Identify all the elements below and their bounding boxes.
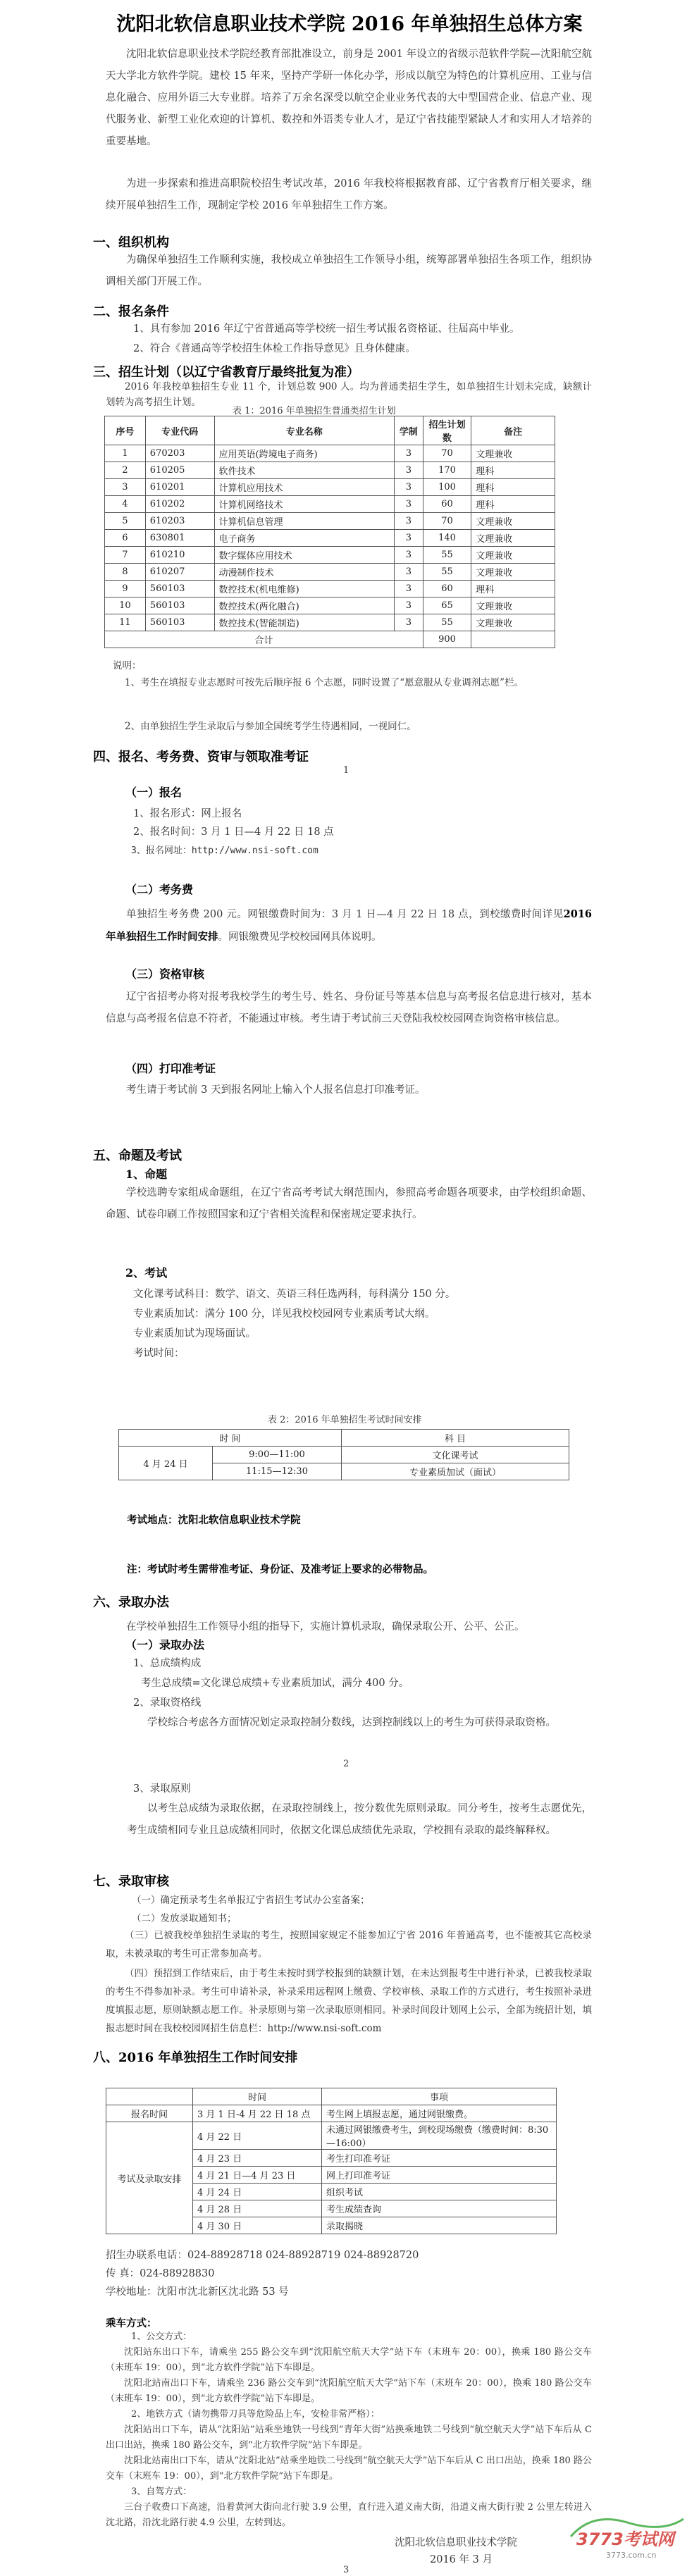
subsection-exam-heading: 2、考试	[125, 1266, 168, 1280]
document-title: 沈阳北软信息职业技术学院 2016 年单独招生总体方案	[116, 13, 583, 35]
transport-item: 沈阳北站南出口下车，请从“沈阳北站”站乘坐地铁二号线到“航空航天大学”站下车后从 C 出口出站，换乘 180 路公交车（末班车 19：00），到“北方软件学院”站下车即是。	[106, 2456, 592, 2482]
table-cell: 文理兼收	[471, 597, 555, 614]
table-cell: 55	[423, 547, 471, 564]
table-cell: 理科	[471, 496, 555, 513]
table-cell: 3	[394, 614, 423, 631]
table-cell: 4 月 28 日	[193, 2200, 322, 2217]
signature-date: 2016 年 3 月	[430, 2554, 493, 2565]
table-row	[105, 530, 555, 547]
table-cell: 610205	[145, 462, 214, 479]
table-1-caption: 表 1：2016 年单独招生普通类招生计划	[233, 406, 396, 416]
contact-fax-number: 024-88928830	[140, 2268, 215, 2279]
subsection-admission-method-heading: （一）录取办法	[125, 1638, 205, 1652]
notes-label: 说明：	[113, 660, 142, 671]
table-cell: 录取揭晓	[322, 2217, 557, 2234]
table-cell: 2	[105, 462, 146, 479]
admission-item: 2、录取资格线	[133, 1697, 202, 1709]
table-cell: 70	[423, 513, 471, 530]
table-header-row	[105, 416, 555, 445]
table-cell: 610207	[145, 564, 214, 581]
table-cell: 5	[105, 513, 146, 530]
section-7-heading: 七、录取审核	[93, 1874, 169, 1889]
enrollment-plan-table	[104, 416, 555, 648]
section-4-heading: 四、报名、考务费、资审与领取准考证	[93, 750, 309, 764]
admission-ticket-text: 考生请于考试前 3 天到报名网址上输入个人报名信息打印准考证。	[126, 1084, 426, 1096]
table-header-cell: 序号	[105, 416, 146, 445]
table-header-cell: 科 目	[342, 1430, 569, 1447]
table-cell: 组织考试	[322, 2184, 557, 2200]
exam-place: 考试地点：沈阳北软信息职业技术学院	[127, 1514, 301, 1526]
table-row	[105, 479, 555, 496]
section-1-heading: 一、组织机构	[93, 235, 169, 250]
table-header-cell: 备注	[471, 416, 555, 445]
table-cell: 170	[423, 462, 471, 479]
table-cell: 数控技术(两化融合)	[214, 597, 394, 614]
note-1: 1、考生在填报专业志愿时可按先后顺序报 6 个志愿，同时设置了“愿意服从专业调剂志愿”栏。	[125, 677, 524, 688]
table-cell: 3	[394, 445, 423, 462]
admission-item: 考生总成绩=文化课总成绩+专业素质加试，满分 400 分。	[141, 1678, 409, 1689]
table-header-cell: 事项	[322, 2088, 557, 2105]
table-cell: 文理兼收	[471, 547, 555, 564]
table-row	[105, 547, 555, 564]
section-3-heading: 三、招生计划（以辽宁省教育厅最终批复为准）	[93, 365, 359, 380]
proposition-text: 学校选聘专家组成命题组，在辽宁省高考考试大纲范围内，参照高考命题各项要求，由学校组织命题、命题、试卷印刷工作按照国家和辽宁省相关流程和保密规定要求执行。	[106, 1187, 592, 1220]
table-cell: 理科	[471, 479, 555, 496]
contact-address-label: 学校地址：	[106, 2286, 157, 2298]
section-8-heading: 八、2016 年单独招生工作时间安排	[93, 2050, 298, 2065]
table-row	[105, 614, 555, 631]
table-header-cell	[106, 2088, 193, 2105]
registration-url[interactable]: 3、报名网址：http://www.nsi-soft.com	[131, 846, 318, 856]
page-number: 1	[343, 765, 350, 776]
table-2-caption: 表 2：2016 年单独招生考试时间安排	[268, 1415, 422, 1425]
table-cell: 未通过网银缴费考生，到校现场缴费（缴费时间：8:30—16:00）	[322, 2122, 557, 2150]
registration-item: 1、报名形式：网上报名	[133, 808, 242, 819]
table-cell: 6	[105, 530, 146, 547]
table-header-cell: 学制	[394, 416, 423, 445]
page-number: 2	[343, 1759, 350, 1769]
table-row	[105, 462, 555, 479]
transport-item: 沈阳北站南出口下车，请乘坐 236 路公交车到“沈阳航空航天大学”站下车（末班车 20：00），换乘 180 路公交车（末班车 19：00），到“北方软件学院”站下车即是。	[106, 2378, 592, 2404]
contact-address	[106, 2281, 585, 2303]
table-header-cell: 招生计划数	[423, 416, 471, 445]
fee-text-main: 单独招生考务费 200 元。网银缴费时间为：3 月 1 日—4 月 22 日 18 点，到校缴费时间详见	[126, 909, 564, 920]
table-cell: 3	[394, 479, 423, 496]
transport-item: 1、公交方式：	[131, 2332, 192, 2342]
table-row	[105, 581, 555, 597]
table-cell: 11:15—12:30	[213, 1463, 342, 1480]
watermark-logo	[564, 2508, 691, 2565]
table-cell: 560103	[145, 597, 214, 614]
table-cell: 610203	[145, 513, 214, 530]
review-item: （三）已被我校单独招生录取的考生，按照国家规定不能参加辽宁省 2016 年普通高考，也不能被其它高校录取，未被录取的考生可正常参加高考。	[106, 1930, 592, 1959]
table-cell: 软件技术	[214, 462, 394, 479]
admission-item: 1、总成绩构成	[133, 1658, 202, 1669]
table-cell: 文理兼收	[471, 530, 555, 547]
table-cell: 计算机信息管理	[214, 513, 394, 530]
table-row	[105, 445, 555, 462]
table-cell: 9:00—11:00	[213, 1447, 342, 1463]
table-cell: 考生成绩查询	[322, 2200, 557, 2217]
table-cell: 610201	[145, 479, 214, 496]
note-2: 2、由单独招生学生录取后与参加全国统考学生待遇相同，一视同仁。	[125, 721, 416, 732]
table-total-row	[105, 631, 555, 648]
admission-item: 以考生总成绩为录取依据，在录取控制线上，按分数优先原则录取。同分考生，按考生志愿优先，考生成绩相同专业且总成绩相同时，依据文化课总成绩优先录取，学校拥有录取的最终解释权。	[127, 1803, 592, 1836]
table-cell: 4 月 21 日—4 月 23 日	[193, 2167, 322, 2184]
table-header-cell: 专业名称	[214, 416, 394, 445]
table-cell: 计算机网络技术	[214, 496, 394, 513]
table-cell: 文理兼收	[471, 513, 555, 530]
table-cell: 专业素质加试（面试）	[342, 1463, 569, 1480]
table-cell: 3	[394, 496, 423, 513]
section-3-text: 2016 年我校单独招生专业 11 个，计划总数 900 人。均为普通类招生学生，如单独招生计划未完成，缺额计划转为高考招生计划。	[106, 381, 592, 408]
fee-text	[106, 903, 592, 948]
exam-item: 专业素质加试为现场面试。	[133, 1328, 256, 1339]
transport-item: 2、地铁方式（请勿携带刀具等危险品上车，安检非常严格）：	[131, 2409, 380, 2420]
table-row	[105, 597, 555, 614]
table-cell: 数控技术(智能制造)	[214, 614, 394, 631]
table-cell: 55	[423, 614, 471, 631]
section-1-text: 为确保单独招生工作顺利实施，我校成立单独招生工作领导小组，统筹部署单独招生各项工作，组织协调相关部门开展工作。	[106, 254, 592, 287]
table-cell: 3	[394, 564, 423, 581]
work-schedule-table	[106, 2088, 557, 2234]
section-6-intro: 在学校单独招生工作领导小组的指导下，实施计算机录取，确保录取公开、公平、公正。	[126, 1621, 525, 1633]
table-row	[105, 513, 555, 530]
table-cell: 3 月 1 日-4 月 22 日 18 点	[193, 2105, 322, 2122]
admission-item: 学校综合考虑各方面情况划定录取控制分数线，达到控制线以上的考生为可获得录取资格。	[147, 1717, 556, 1728]
table-cell: 考生网上填报志愿，通过网银缴费。	[322, 2105, 557, 2122]
table-cell: 动漫制作技术	[214, 564, 394, 581]
table-cell: 10	[105, 597, 146, 614]
table-cell: 3	[394, 513, 423, 530]
subsection-registration-heading: （一）报名	[125, 786, 183, 799]
table-cell: 文理兼收	[471, 564, 555, 581]
contact-phone-numbers: 024-88928718 024-88928719 024-88928720	[187, 2250, 419, 2261]
fee-text-tail: 。网银缴费见学校校园网具体说明。	[218, 931, 382, 943]
exam-item: 专业素质加试：满分 100 分，详见我校校园网专业素质考试大纲。	[133, 1308, 435, 1320]
table-cell: 考生打印准考证	[322, 2150, 557, 2167]
exam-note: 注：考试时考生需带准考证、身份证、及准考证上要求的必带物品。	[127, 1563, 433, 1575]
table-cell: 11	[105, 614, 146, 631]
table-cell: 70	[423, 445, 471, 462]
table-cell: 3	[394, 530, 423, 547]
table-cell: 电子商务	[214, 530, 394, 547]
section-2-item-2: 2、符合《普通高等学校招生体检工作指导意见》且身体健康。	[133, 343, 416, 354]
table-cell: 应用英语(跨境电子商务)	[214, 445, 394, 462]
table-cell: 文理兼收	[471, 445, 555, 462]
exam-date-cell: 4 月 24 日	[119, 1447, 213, 1480]
exam-item: 考试时间：	[133, 1348, 185, 1359]
section-2-heading: 二、报名条件	[93, 304, 169, 319]
contact-phone-label: 招生办联系电话：	[106, 2250, 187, 2261]
table-header-cell: 时 间	[119, 1430, 342, 1447]
table-header-cell: 专业代码	[145, 416, 214, 445]
table-cell: 3	[394, 581, 423, 597]
total-label-cell: 合计	[105, 631, 423, 648]
table-cell: 4 月 23 日	[193, 2150, 322, 2167]
table-cell: 4	[105, 496, 146, 513]
review-item: （二）发放录取通知书；	[132, 1913, 237, 1924]
registration-item: 2、报名时间：3 月 1 日—4 月 22 日 18 点	[133, 826, 334, 838]
table-cell: 3	[394, 547, 423, 564]
transport-item: 三台子收费口下高速，沿着黄河大街向北行驶 3.9 公里，直行进入道义南大街，沿道义南大街行驶 2 公里左转进入沈北路，沿沈北路行驶 4.9 公里，左转到达。	[106, 2502, 592, 2528]
table-row	[105, 564, 555, 581]
table-cell: 140	[423, 530, 471, 547]
fee-text-bold: 2016 年单独招生工作时间安排	[106, 908, 592, 943]
table-cell: 4 月 30 日	[193, 2217, 322, 2234]
table-cell: 3	[394, 462, 423, 479]
table-cell: 数字媒体应用技术	[214, 547, 394, 564]
table-cell: 670203	[145, 445, 214, 462]
watermark-logo-icon	[564, 2508, 691, 2565]
table-cell: 4 月 24 日	[193, 2184, 322, 2200]
table-cell: 55	[423, 564, 471, 581]
watermark-text: 3773考试网	[576, 2529, 674, 2549]
table-row	[106, 2105, 557, 2122]
table-row	[119, 1447, 569, 1463]
table-cell: 60	[423, 581, 471, 597]
table-header-row	[119, 1430, 569, 1447]
table-cell: 560103	[145, 581, 214, 597]
table-cell: 560103	[145, 614, 214, 631]
table-cell: 理科	[471, 462, 555, 479]
intro-paragraph-1: 沈阳北软信息职业技术学院经教育部批准设立，前身是 2001 年设立的省级示范软件学院—沈阳航空航天大学北方软件学院。建校 15 年来，坚持产学研一体化办学，形成以航空为特色的计算机应用、工业与信息化融合、应用外语三大专业群。培养了万余名深受以航空企业业务代表的大中型国营企业、信息产业、现代服务业、新型工业化欢迎的计算机、数控和外语类专业人才，是辽宁省技能型紧缺人才和实用人才培养的重要基地。	[106, 49, 592, 147]
page-number: 3	[343, 2565, 350, 2575]
review-text: 辽宁省招考办将对报考我校学生的考生号、姓名、身份证号等基本信息与高考报名信息进行核对，基本信息与高考报名信息不符者，不能通过审核。考生请于考试前三天登陆我校校园网查询资格审核信息。	[106, 991, 592, 1024]
total-value-cell: 900	[423, 631, 471, 648]
transport-item: 沈阳站出口下车，请从“沈阳站”站乘坐地铁一号线到“青年大街”站换乘地铁二号线到“航空航天大学”站下车后从 C 出口出站，换乘 180 路公交车，到“北方软件学院”站下车即是。	[106, 2425, 592, 2451]
subsection-proposition-heading: 1、命题	[125, 1168, 168, 1181]
section-6-heading: 六、录取办法	[93, 1595, 169, 1610]
group-label-cell: 考试及录取安排	[106, 2122, 193, 2234]
transport-heading: 乘车方式：	[106, 2317, 157, 2329]
table-cell: 4 月 22 日	[193, 2122, 322, 2150]
table-cell: 数控技术(机电维修)	[214, 581, 394, 597]
table-cell: 理科	[471, 581, 555, 597]
table-cell: 计算机应用技术	[214, 479, 394, 496]
table-cell: 100	[423, 479, 471, 496]
intro-paragraph-2: 为进一步探索和推进高职院校招生考试改革，2016 年我校将根据教育部、辽宁省教育厅相关要求，继续开展单独招生工作，现制定学校 2016 年单独招生工作方案。	[106, 178, 592, 211]
table-cell: 网上打印准考证	[322, 2167, 557, 2184]
table-cell: 610210	[145, 547, 214, 564]
contact-fax-label: 传 真：	[106, 2268, 140, 2279]
exam-schedule-table	[118, 1429, 569, 1480]
table-cell: 9	[105, 581, 146, 597]
table-cell: 文化课考试	[342, 1447, 569, 1463]
contact-address-value: 沈阳市沈北新区沈北路 53 号	[156, 2286, 289, 2298]
subsection-admission-ticket-heading: （四）打印准考证	[125, 1062, 216, 1075]
table-cell: 文理兼收	[471, 614, 555, 631]
review-item: （一）确定预录考生名单报辽宁省招生考试办公室备案；	[132, 1895, 370, 1906]
table-row	[105, 496, 555, 513]
table-cell: 60	[423, 496, 471, 513]
subsection-fee-heading: （二）考务费	[125, 883, 194, 896]
table-cell: 610202	[145, 496, 214, 513]
signature-org: 沈阳北软信息职业技术学院	[395, 2537, 517, 2549]
section-5-heading: 五、命题及考试	[93, 1148, 182, 1163]
table-cell: 3	[394, 597, 423, 614]
table-cell: 630801	[145, 530, 214, 547]
review-item: （四）预招到工作结束后，由于考生未按时到学校报到的缺额计划，在未达到报考生中进行补录，已被我校录取的考生不得参加补录。考生可申请补录，补录采用远程网上缴费、学校审核、录取工作的方式进行，考生按照补录进度填报志愿，原则缺额志愿工作。补录原则与第一次录取原则相同。补录时间段计划网上公示，全部为统招计划，填报志愿时间在我校校园网招生信息栏：http://www.nsi-soft.com	[106, 1968, 592, 2034]
table-cell: 3	[105, 479, 146, 496]
table-cell	[471, 631, 555, 648]
table-cell: 报名时间	[106, 2105, 193, 2122]
table-header-row	[106, 2088, 557, 2105]
watermark-url: 3773.com.cn	[606, 2551, 657, 2560]
subsection-review-heading: （三）资格审核	[125, 967, 205, 981]
transport-item: 3、自驾方式：	[131, 2487, 192, 2497]
table-cell: 1	[105, 445, 146, 462]
transport-item: 沈阳站东出口下车，请乘坐 255 路公交车到“沈阳航空航天大学”站下车（末班车 20：00），换乘 180 路公交车（末班车 19：00），到“北方软件学院”站下车即是。	[106, 2347, 592, 2373]
table-row	[106, 2122, 557, 2150]
exam-item: 文化课考试科目：数学、语文、英语三科任选两科，每科满分 150 分。	[133, 1289, 456, 1300]
table-header-cell: 时间	[193, 2088, 322, 2105]
table-cell: 7	[105, 547, 146, 564]
table-cell: 65	[423, 597, 471, 614]
admission-item: 3、录取原则	[133, 1783, 191, 1795]
table-cell: 8	[105, 564, 146, 581]
section-2-item-1: 1、具有参加 2016 年辽宁省普通高等学校统一招生考试报名资格证、往届高中毕业。	[133, 323, 520, 335]
